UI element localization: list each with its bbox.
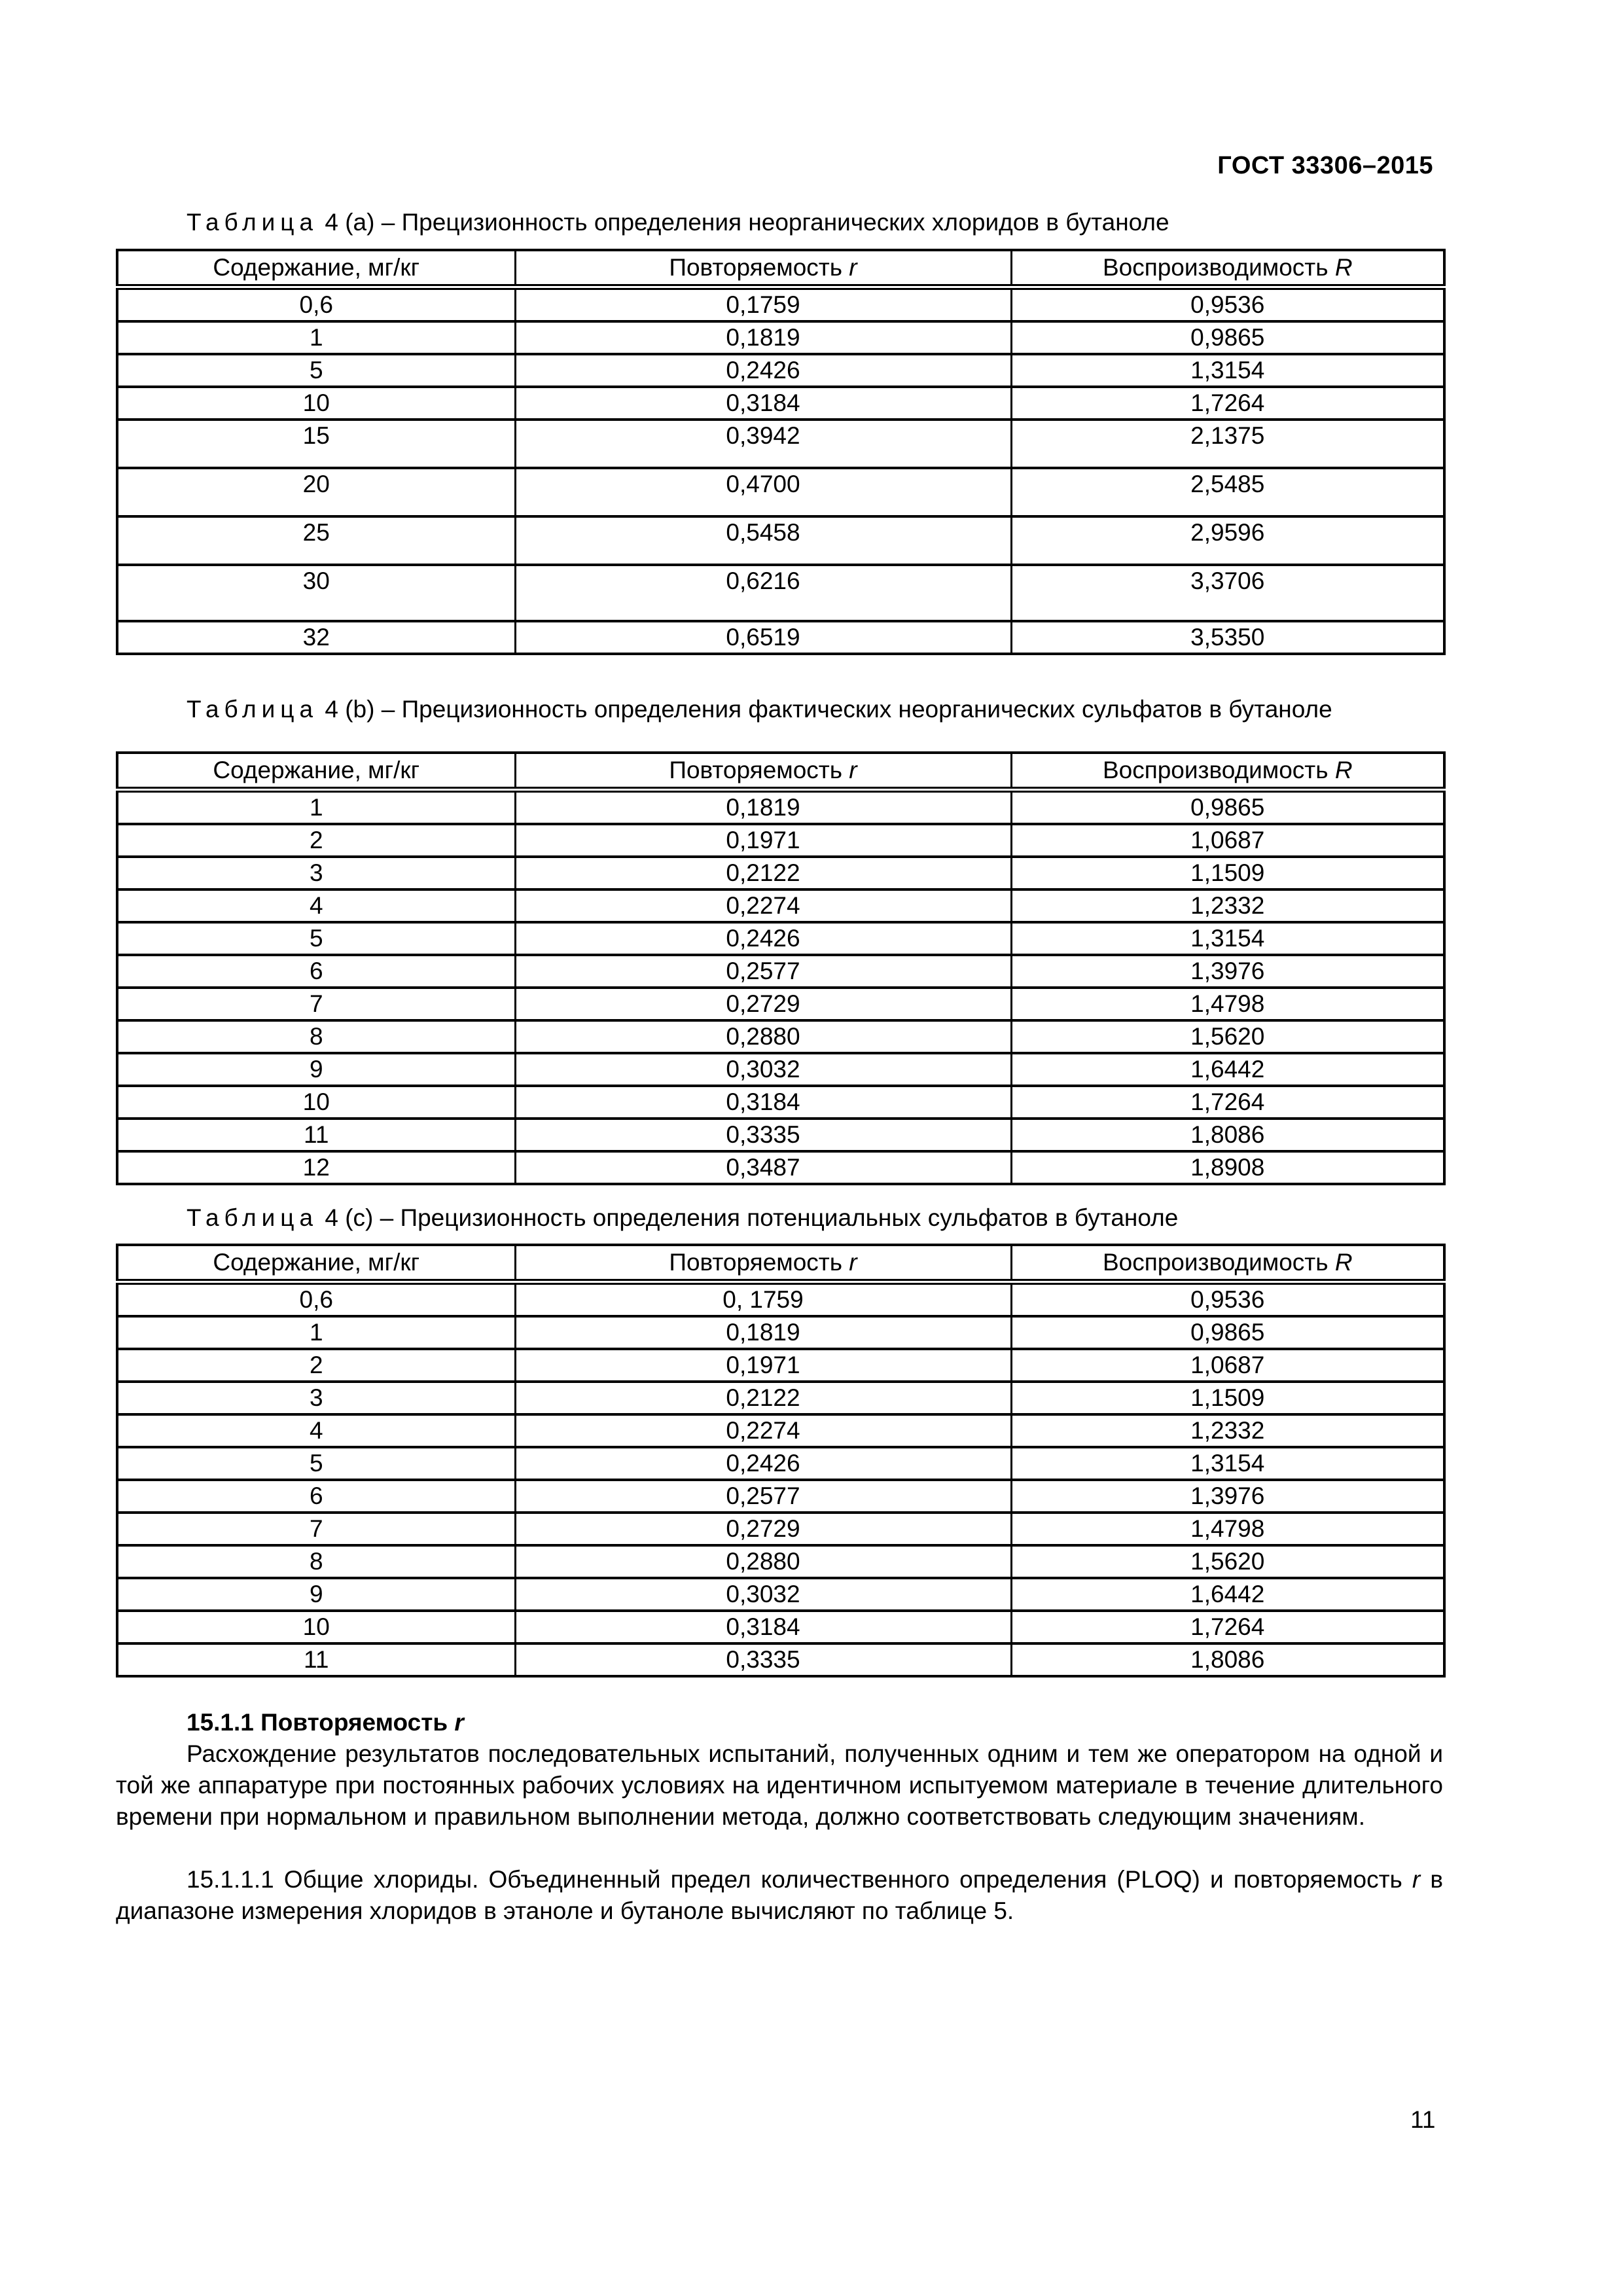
- cell-repeatability: 0,2577: [515, 1480, 1011, 1513]
- table-caption-text: 4 (a) – Прецизионность определения неорганических хлоридов в бутаноле: [325, 209, 1169, 236]
- header-label: Повторяемость: [669, 1249, 849, 1276]
- cell-content: 9: [117, 1578, 515, 1611]
- paragraph-text: в диапазоне измерения хлоридов в этаноле и бутаноле вычисляют по таблице 5.: [116, 1866, 1444, 1924]
- cell-reproducibility: 1,3154: [1011, 922, 1444, 955]
- cell-content: 30: [117, 565, 515, 621]
- table-row: [117, 922, 1444, 955]
- cell-content: 6: [117, 955, 515, 988]
- table-row: [117, 955, 1444, 988]
- table-row: [117, 1349, 1444, 1382]
- cell-reproducibility: 1,3976: [1011, 1480, 1444, 1513]
- cell-reproducibility: 1,7264: [1011, 1086, 1444, 1119]
- cell-content: 0,6: [117, 1282, 515, 1317]
- cell-repeatability: 0,1971: [515, 1349, 1011, 1382]
- paragraph-symbol: r: [1412, 1866, 1421, 1893]
- paragraph-text: 15.1.1.1 Общие хлориды. Объединенный предел количественного определения (PLOQ) и повторяемость: [187, 1866, 1412, 1893]
- column-header-repeatability: [515, 250, 1011, 287]
- column-header-repeatability: [515, 753, 1011, 790]
- cell-reproducibility: 1,7264: [1011, 387, 1444, 420]
- table-row: [117, 1151, 1444, 1184]
- cell-reproducibility: 0,9536: [1011, 287, 1444, 322]
- table-row: [117, 1611, 1444, 1643]
- cell-repeatability: 0,1971: [515, 824, 1011, 857]
- cell-reproducibility: 1,8908: [1011, 1151, 1444, 1184]
- cell-reproducibility: 1,5620: [1011, 1545, 1444, 1578]
- cell-reproducibility: 1,3154: [1011, 354, 1444, 387]
- cell-content: 2: [117, 1349, 515, 1382]
- header-label: Повторяемость: [669, 757, 849, 783]
- cell-repeatability: 0,2426: [515, 1447, 1011, 1480]
- table-row: [117, 857, 1444, 889]
- cell-content: 11: [117, 1643, 515, 1676]
- cell-content: 2: [117, 824, 515, 857]
- header-symbol: r: [849, 1249, 857, 1276]
- table-caption-text: 4 (c) – Прецизионность определения потенциальных сульфатов в бутаноле: [325, 1204, 1179, 1231]
- table-c-caption: [116, 1202, 1443, 1234]
- table-row: [117, 468, 1444, 516]
- header-label: Воспроизводимость: [1102, 254, 1335, 281]
- cell-content: 5: [117, 922, 515, 955]
- document-id: ГОСТ 33306–2015: [1217, 152, 1433, 179]
- cell-content: 10: [117, 1611, 515, 1643]
- header-symbol: r: [849, 757, 857, 783]
- cell-reproducibility: 1,8086: [1011, 1119, 1444, 1151]
- cell-reproducibility: 2,1375: [1011, 420, 1444, 468]
- cell-repeatability: 0,3184: [515, 1611, 1011, 1643]
- cell-content: 1: [117, 1316, 515, 1349]
- cell-repeatability: 0,3335: [515, 1643, 1011, 1676]
- cell-reproducibility: 1,3154: [1011, 1447, 1444, 1480]
- table-c: [116, 1244, 1446, 1677]
- table-row: [117, 1414, 1444, 1447]
- cell-repeatability: 0, 1759: [515, 1282, 1011, 1317]
- cell-repeatability: 0,2122: [515, 857, 1011, 889]
- cell-repeatability: 0,1759: [515, 287, 1011, 322]
- table-row: [117, 1282, 1444, 1317]
- table-a-caption: [116, 207, 1443, 238]
- cell-repeatability: 0,3184: [515, 1086, 1011, 1119]
- section-paragraph-2: [116, 1864, 1443, 1927]
- header-label: Воспроизводимость: [1102, 1249, 1335, 1276]
- table-row: [117, 1578, 1444, 1611]
- cell-content: 8: [117, 1020, 515, 1053]
- column-header-content: [117, 1245, 515, 1282]
- cell-repeatability: 0,2274: [515, 1414, 1011, 1447]
- table-row: [117, 621, 1444, 654]
- section-heading-text: 15.1.1 Повторяемость: [187, 1709, 455, 1736]
- cell-content: 3: [117, 1382, 515, 1414]
- cell-repeatability: 0,3487: [515, 1151, 1011, 1184]
- cell-reproducibility: 2,9596: [1011, 516, 1444, 565]
- header-symbol: R: [1334, 254, 1353, 281]
- cell-reproducibility: 3,3706: [1011, 565, 1444, 621]
- table-row: [117, 1119, 1444, 1151]
- cell-repeatability: 0,1819: [515, 1316, 1011, 1349]
- header-symbol: R: [1334, 757, 1353, 783]
- section-heading: [116, 1707, 1443, 1738]
- cell-reproducibility: 1,6442: [1011, 1053, 1444, 1086]
- cell-content: 12: [117, 1151, 515, 1184]
- cell-repeatability: 0,2577: [515, 955, 1011, 988]
- table-row: [117, 1545, 1444, 1578]
- cell-repeatability: 0,2426: [515, 354, 1011, 387]
- column-header-content: [117, 250, 515, 287]
- header-label: Содержание, мг/кг: [213, 757, 420, 783]
- table-row: [117, 420, 1444, 468]
- table-header-row: [117, 250, 1444, 287]
- cell-content: 8: [117, 1545, 515, 1578]
- table-label: Таблица: [187, 696, 319, 723]
- table-row: [117, 1086, 1444, 1119]
- cell-reproducibility: 0,9865: [1011, 1316, 1444, 1349]
- table-header-row: [117, 753, 1444, 790]
- table-row: [117, 889, 1444, 922]
- cell-content: 9: [117, 1053, 515, 1086]
- table-b-caption: [116, 694, 1443, 725]
- column-header-reproducibility: [1011, 250, 1444, 287]
- section-paragraph-1: [116, 1738, 1443, 1833]
- paragraph-text: Расхождение результатов последовательных испытаний, полученных одним и тем же оператором на одной и той же аппаратуре при постоянных рабочих условиях на идентичном испытуемом материале в течение длительного времени при нормальном и правильном выполнении метода, должно соответствовать следующим значениям.: [116, 1740, 1443, 1830]
- table-row: [117, 287, 1444, 322]
- table-row: [117, 790, 1444, 825]
- cell-reproducibility: 1,0687: [1011, 824, 1444, 857]
- header-label: Содержание, мг/кг: [213, 1249, 420, 1276]
- column-header-repeatability: [515, 1245, 1011, 1282]
- table-row: [117, 1513, 1444, 1545]
- cell-content: 1: [117, 321, 515, 354]
- cell-content: 20: [117, 468, 515, 516]
- cell-reproducibility: 0,9865: [1011, 790, 1444, 825]
- cell-reproducibility: 1,4798: [1011, 988, 1444, 1020]
- cell-content: 0,6: [117, 287, 515, 322]
- cell-content: 6: [117, 1480, 515, 1513]
- cell-repeatability: 0,2729: [515, 988, 1011, 1020]
- cell-repeatability: 0,2880: [515, 1020, 1011, 1053]
- cell-reproducibility: 0,9536: [1011, 1282, 1444, 1317]
- cell-content: 1: [117, 790, 515, 825]
- section-heading-symbol: r: [454, 1709, 464, 1736]
- table-row: [117, 1020, 1444, 1053]
- cell-repeatability: 0,2729: [515, 1513, 1011, 1545]
- cell-content: 3: [117, 857, 515, 889]
- header-label: Воспроизводимость: [1102, 757, 1335, 783]
- cell-repeatability: 0,2880: [515, 1545, 1011, 1578]
- cell-repeatability: 0,5458: [515, 516, 1011, 565]
- header-symbol: r: [849, 254, 857, 281]
- table-row: [117, 1053, 1444, 1086]
- table-row: [117, 1316, 1444, 1349]
- cell-repeatability: 0,3032: [515, 1053, 1011, 1086]
- cell-reproducibility: 1,5620: [1011, 1020, 1444, 1053]
- cell-content: 32: [117, 621, 515, 654]
- cell-content: 5: [117, 354, 515, 387]
- cell-reproducibility: 0,9865: [1011, 321, 1444, 354]
- table-row: [117, 1643, 1444, 1676]
- table-label: Таблица: [187, 209, 319, 236]
- column-header-reproducibility: [1011, 753, 1444, 790]
- table-row: [117, 988, 1444, 1020]
- cell-reproducibility: 1,3976: [1011, 955, 1444, 988]
- table-row: [117, 1480, 1444, 1513]
- cell-reproducibility: 1,2332: [1011, 1414, 1444, 1447]
- cell-repeatability: 0,1819: [515, 790, 1011, 825]
- table-b: [116, 751, 1446, 1185]
- table-row: [117, 1447, 1444, 1480]
- cell-repeatability: 0,3184: [515, 387, 1011, 420]
- cell-reproducibility: 2,5485: [1011, 468, 1444, 516]
- column-header-content: [117, 753, 515, 790]
- cell-reproducibility: 1,8086: [1011, 1643, 1444, 1676]
- cell-repeatability: 0,2426: [515, 922, 1011, 955]
- table-caption-text: 4 (b) – Прецизионность определения фактических неорганических сульфатов в бутаноле: [325, 696, 1332, 723]
- table-row: [117, 321, 1444, 354]
- table-label: Таблица: [187, 1204, 319, 1231]
- table-row: [117, 824, 1444, 857]
- page-number: 11: [1410, 2106, 1436, 2133]
- table-row: [117, 387, 1444, 420]
- table-row: [117, 565, 1444, 621]
- header-label: Повторяемость: [669, 254, 849, 281]
- cell-reproducibility: 1,7264: [1011, 1611, 1444, 1643]
- header-label: Содержание, мг/кг: [213, 254, 420, 281]
- cell-repeatability: 0,1819: [515, 321, 1011, 354]
- cell-reproducibility: 3,5350: [1011, 621, 1444, 654]
- table-row: [117, 1382, 1444, 1414]
- cell-repeatability: 0,4700: [515, 468, 1011, 516]
- table-a: [116, 249, 1446, 655]
- cell-repeatability: 0,2274: [515, 889, 1011, 922]
- cell-repeatability: 0,3942: [515, 420, 1011, 468]
- cell-content: 4: [117, 1414, 515, 1447]
- cell-content: 11: [117, 1119, 515, 1151]
- cell-reproducibility: 1,4798: [1011, 1513, 1444, 1545]
- cell-content: 10: [117, 1086, 515, 1119]
- cell-repeatability: 0,3032: [515, 1578, 1011, 1611]
- cell-content: 5: [117, 1447, 515, 1480]
- header-symbol: R: [1334, 1249, 1353, 1276]
- cell-content: 7: [117, 988, 515, 1020]
- cell-content: 4: [117, 889, 515, 922]
- cell-content: 7: [117, 1513, 515, 1545]
- cell-repeatability: 0,6216: [515, 565, 1011, 621]
- cell-reproducibility: 1,1509: [1011, 857, 1444, 889]
- cell-repeatability: 0,2122: [515, 1382, 1011, 1414]
- table-row: [117, 516, 1444, 565]
- cell-content: 25: [117, 516, 515, 565]
- cell-reproducibility: 1,2332: [1011, 889, 1444, 922]
- cell-content: 10: [117, 387, 515, 420]
- cell-reproducibility: 1,6442: [1011, 1578, 1444, 1611]
- cell-repeatability: 0,3335: [515, 1119, 1011, 1151]
- cell-repeatability: 0,6519: [515, 621, 1011, 654]
- column-header-reproducibility: [1011, 1245, 1444, 1282]
- table-header-row: [117, 1245, 1444, 1282]
- table-row: [117, 354, 1444, 387]
- cell-reproducibility: 1,1509: [1011, 1382, 1444, 1414]
- cell-reproducibility: 1,0687: [1011, 1349, 1444, 1382]
- cell-content: 15: [117, 420, 515, 468]
